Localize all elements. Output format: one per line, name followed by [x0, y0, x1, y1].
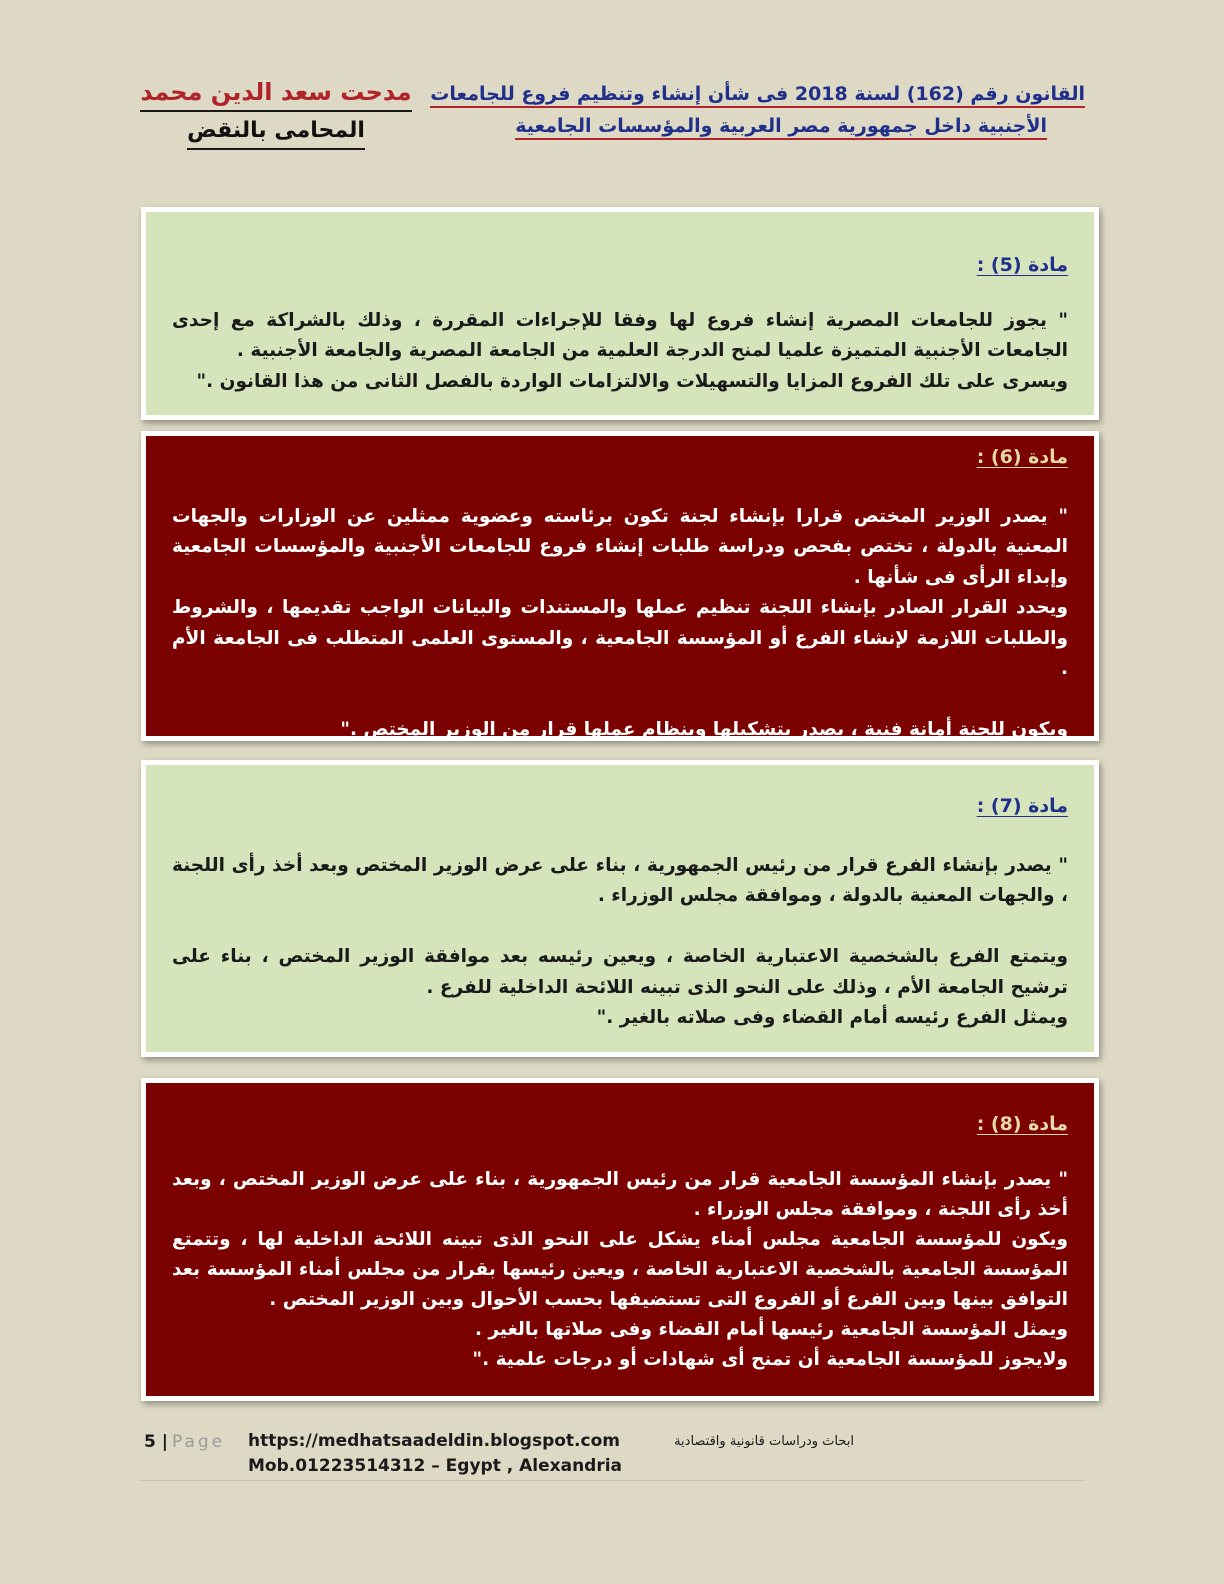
article-7-text: " يصدر بإنشاء الفرع قرار من رئيس الجمهورية ، بناء على عرض الوزير المختص وبعد أخذ رأى اللجنة ، والجهات المعنية بالدولة ، وموافقة مجلس الوزراء . ويتمتع الفرع بالشخصية الاعتبارية الخاصة ، ويعين رئيسه بعد موافقة الوزير المختص ، بناء على ترشيح الجامعة الأم ، وذلك على النحو الذى تبينه اللائحة الداخلية للفرع . ويمثل الفرع رئيسه أمام القضاء وفى صلاته بالغير ." — [172, 854, 1068, 1028]
author-name: مدحت سعد الدين محمد — [140, 74, 411, 112]
footer-tagline: ابحاث ودراسات قانونية واقتصادية — [674, 1434, 854, 1449]
article-5-text: " يجوز للجامعات المصرية إنشاء فروع لها وفقا للإجراءات المقررة ، وذلك بالشراكة مع إحدى الجامعات الأجنبية المتميزة علميا لمنح الدرجة العلمية من الجامعة المصرية والجامعة الأجنبية . ويسرى على تلك الفروع المزايا والتسهيلات والالتزامات الواردة بالفصل الثانى من هذا القانون ." — [172, 309, 1068, 392]
article-8-heading: مادة (8) : — [976, 1113, 1068, 1135]
author-block — [130, 74, 422, 150]
article-8-text: " يصدر بإنشاء المؤسسة الجامعية قرار من رئيس الجمهورية ، بناء على عرض الوزير المختص ، وبعد أخذ رأى اللجنة ، وموافقة مجلس الوزراء . ويكون للمؤسسة الجامعية مجلس أمناء يشكل على النحو الذى تبينه اللائحة الداخلية لها ، وتتمتع المؤسسة الجامعية بالشخصية الاعتبارية الخاصة ، ويعين رئيسها بقرار من مجلس أمناء المؤسسة بعد التوافق بينها وبين الفرع أو الفروع التى تستضيفها بحسب الأحوال وبين الوزير المختص . ويمثل المؤسسة الجامعية رئيسها أمام القضاء وفى صلاتها بالغير . ولايجوز للمؤسسة الجامعية أن تمنح أى شهادات أو درجات علمية ." — [172, 1168, 1068, 1370]
article-5-box — [141, 207, 1099, 420]
page-footer — [140, 1428, 1085, 1481]
law-title-line-1: القانون رقم (162) لسنة 2018 فى شأن إنشاء وتنظيم فروع للجامعات — [440, 78, 1085, 110]
article-6-box — [141, 431, 1099, 741]
page-number: 5 | Page — [144, 1432, 226, 1452]
article-6-heading: مادة (6) : — [976, 446, 1068, 468]
mobile-contact: Mob.01223514312 – Egypt , Alexandria — [248, 1456, 623, 1476]
article-7-box — [141, 760, 1099, 1057]
article-7-heading: مادة (7) : — [976, 795, 1068, 817]
article-8-box — [141, 1078, 1099, 1401]
blog-url-link[interactable]: https://medhatsaadeldin.blogspot.com — [248, 1431, 620, 1451]
law-title — [430, 78, 1085, 142]
article-6-text: " يصدر الوزير المختص قرارا بإنشاء لجنة تكون برئاسته وعضوية ممثلين عن الوزارات والجهات المعنية بالدولة ، تختص بفحص ودراسة طلبات إنشاء فروع للجامعات الأجنبية والمؤسسات الجامعية وإبداء الرأى فى شأنها . ويحدد القرار الصادر بإنشاء اللجنة تنظيم عملها والمستندات والبيانات الواجب تقديمها ، والشروط والطلبات اللازمة لإنشاء الفرع أو المؤسسة الجامعية ، والمستوى العلمى المتطلب فى الجامعة الأم . ويكون للجنة أمانة فنية ، يصدر بتشكيلها وبنظام عملها قرار من الوزير المختص ." — [172, 505, 1068, 740]
article-5-heading: مادة (5) : — [976, 254, 1068, 276]
author-role: المحامى بالنقض — [187, 114, 365, 150]
page-word: Page — [171, 1432, 226, 1452]
law-title-line-2: الأجنبية داخل جمهورية مصر العربية والمؤسسات الجامعية — [440, 110, 1085, 142]
